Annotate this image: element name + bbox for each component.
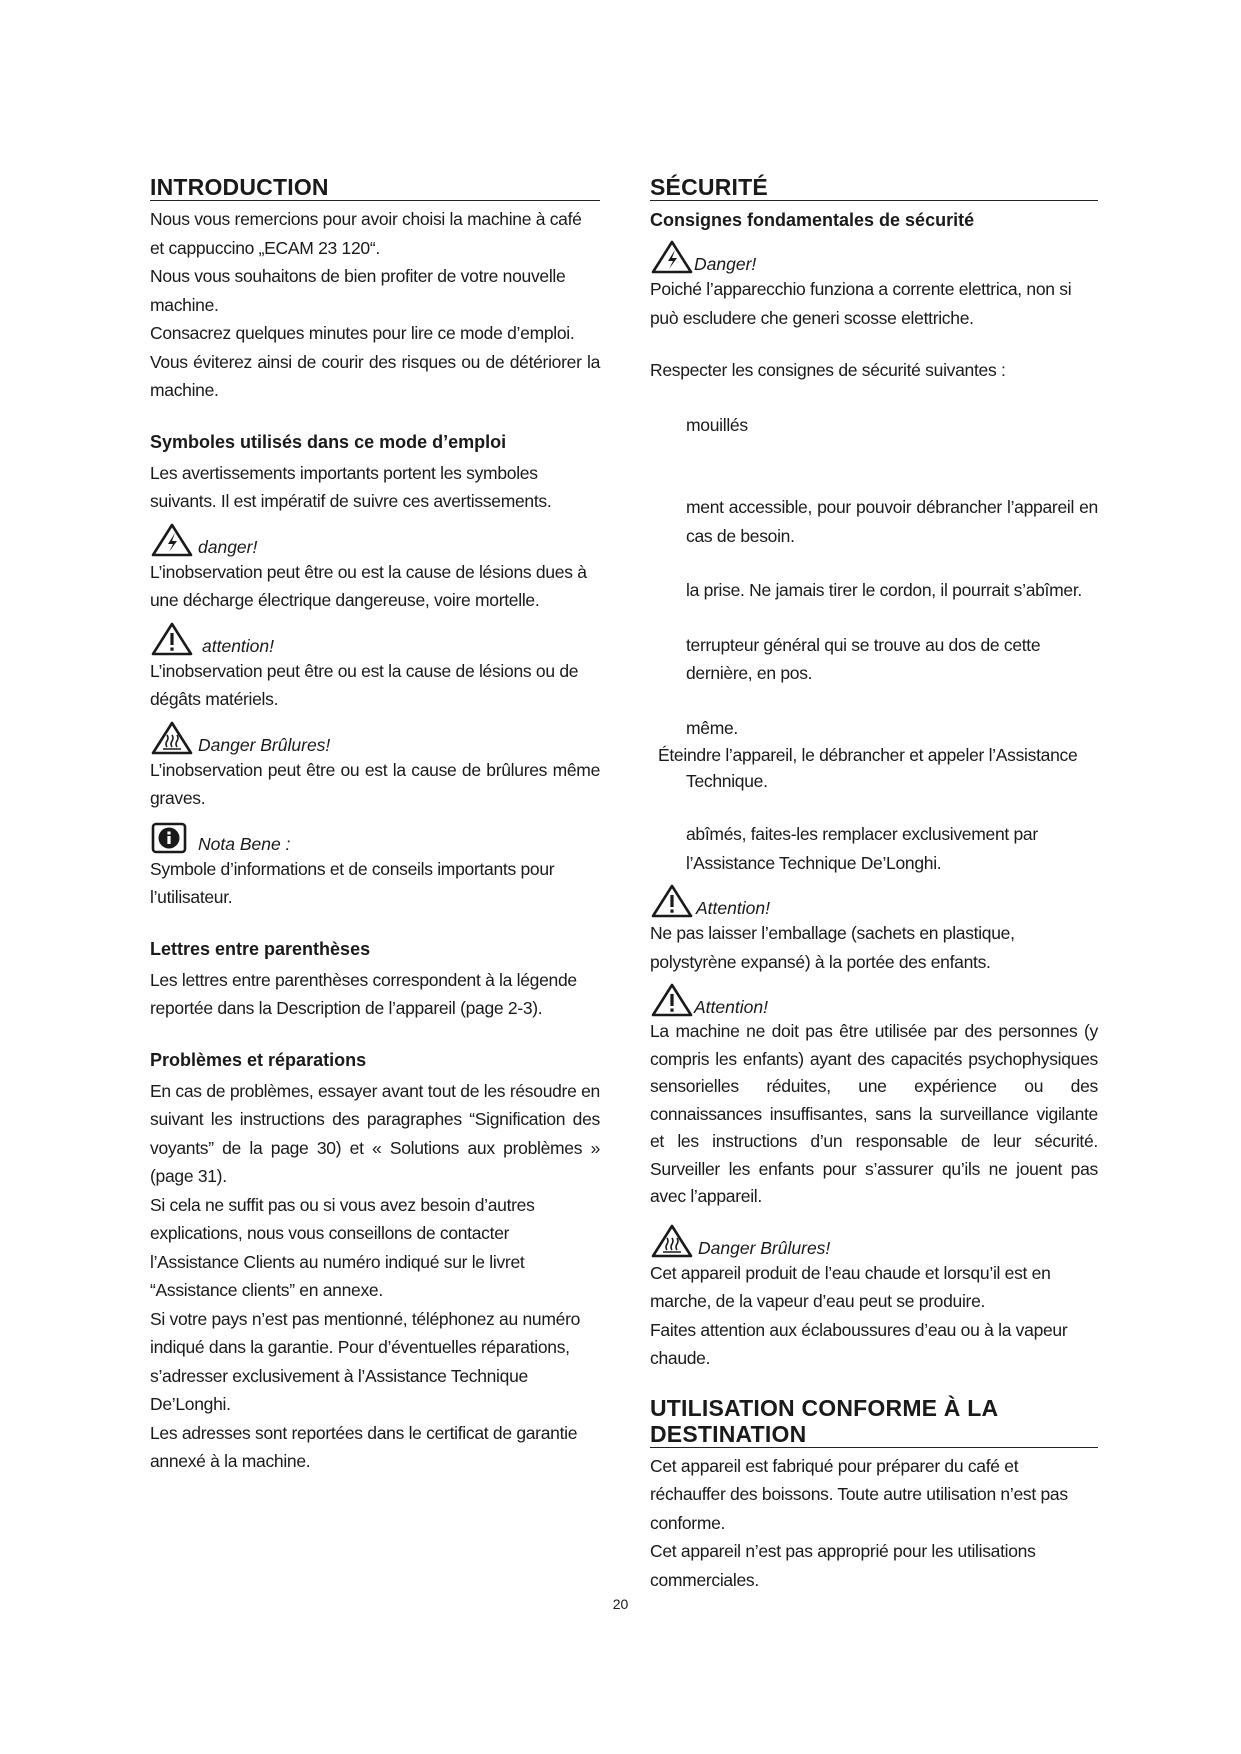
security-attention2-label: Attention! xyxy=(694,997,768,1017)
danger-symbol-row xyxy=(150,520,600,558)
hot-surface-icon xyxy=(150,720,194,756)
security-subheading: Consignes fondamentales de sécurité xyxy=(650,210,975,230)
burn-symbol-row xyxy=(150,718,600,756)
letters-heading: Lettres entre parenthèses xyxy=(150,938,371,959)
security-heading: SÉCURITÉ xyxy=(650,174,1098,201)
usage-text-1: Cet appareil est fabriqué pour préparer du café et réchauffer des boissons. Toute autre utilisation n’est pas conforme. xyxy=(650,1455,1068,1533)
danger-text: L’inobservation peut être ou est la cause de lésions dues à une décharge électrique dangereuse, voire mortelle. xyxy=(150,561,587,610)
security-attention2-text: La machine ne doit pas être utilisée par des personnes (y compris les enfants) ayant des capacités psychophysiques sensorielles réduites, une expérience ou des connaissances insuffisantes, sans la surveillance vigilante et les instructions d’un responsable de leur sécurité. Surveiller les enfants pour s’assurer qu’ils ne jouent pas avec l’appareil. xyxy=(650,1021,1098,1206)
electric-danger-icon xyxy=(650,239,694,275)
intro-line-1: Nous vous remercions pour avoir choisi la machine à café et cappuccino „ECAM 23 120“. xyxy=(150,209,582,258)
left-column xyxy=(150,174,600,1476)
safety-item-1: mouillés xyxy=(686,414,748,435)
safety-item-3: la prise. Ne jamais tirer le cordon, il pourrait s’abîmer. xyxy=(686,580,1082,600)
symbols-intro: Les avertissements importants portent les symboles suivants. Il est impératif de suivre ces avertissements. xyxy=(150,462,552,511)
problems-p2: Si cela ne suffit pas ou si vous avez besoin d’autres explications, nous vous conseillons de contacter l’Assistance Clients au numéro indiqué sur le livret “Assistance clients” en annexe. xyxy=(150,1194,535,1300)
right-column xyxy=(650,174,1098,1594)
letters-text: Les lettres entre parenthèses correspondent à la légende reportée dans la Description de l’appareil (page 2-3). xyxy=(150,969,577,1018)
security-attention1-label: Attention! xyxy=(696,898,770,918)
safety-item-7: abîmés, faites-les remplacer exclusivement par l’Assistance Technique De’Longhi. xyxy=(686,824,1038,873)
problems-p4: Les adresses sont reportées dans le certificat de garantie annexé à la machine. xyxy=(150,1422,578,1471)
burn-text: L’inobservation peut être ou est la cause de brûlures même graves. xyxy=(150,759,600,808)
usage-heading: UTILISATION CONFORME À LA DESTINATION xyxy=(650,1395,1098,1448)
security-burn-row xyxy=(650,1221,1098,1259)
security-burn-text-2: Faites attention aux éclaboussures d’eau ou à la vapeur chaude. xyxy=(650,1319,1068,1368)
nota-text: Symbole d’informations et de conseils importants pour l’utilisateur. xyxy=(150,858,555,907)
security-danger-row xyxy=(650,237,1098,275)
attention-text: L’inobservation peut être ou est la cause de lésions ou de dégâts matériels. xyxy=(150,660,579,709)
security-burn-label: Danger Brûlures! xyxy=(698,1237,831,1258)
nota-symbol-row xyxy=(150,817,600,855)
nota-label: Nota Bene : xyxy=(198,833,291,854)
problems-heading: Problèmes et réparations xyxy=(150,1049,367,1070)
warning-icon xyxy=(650,982,694,1018)
safety-item-6: Éteindre l’appareil, le débrancher et appeler l’Assistance Technique. xyxy=(658,745,1078,791)
symbols-heading: Symboles utilisés dans ce mode d’emploi xyxy=(150,431,507,452)
info-icon xyxy=(150,821,190,855)
intro-line-2: Nous vous souhaitons de bien profiter de votre nouvelle machine. xyxy=(150,266,566,315)
safety-item-4: terrupteur général qui se trouve au dos de cette dernière, en pos. xyxy=(686,634,1041,683)
security-attention1-row xyxy=(650,881,1098,919)
introduction-heading: INTRODUCTION xyxy=(150,174,600,201)
safety-item-5: même. xyxy=(686,717,738,738)
security-attention2-row xyxy=(650,980,1098,1018)
attention-label: attention! xyxy=(202,635,274,656)
problems-p1: En cas de problèmes, essayer avant tout de les résoudre en suivant les instructions des paragraphes “Signification des voyants” de la page 30) et « Solutions aux problèmes » (page 31). xyxy=(150,1080,600,1186)
usage-text-2: Cet appareil n’est pas approprié pour les utilisations commerciales. xyxy=(650,1541,1036,1590)
intro-line-4: Vous éviterez ainsi de courir des risques ou de détériorer la machine. xyxy=(150,351,600,400)
security-danger-label: Danger! xyxy=(694,254,757,274)
intro-line-3: Consacrez quelques minutes pour lire ce mode d’emploi. xyxy=(150,323,575,343)
hot-surface-icon xyxy=(650,1223,694,1259)
security-attention1-text: Ne pas laisser l’emballage (sachets en plastique, polystyrène expansé) à la portée des enfants. xyxy=(650,923,1015,972)
danger-label: danger! xyxy=(198,536,258,557)
electric-danger-icon xyxy=(150,522,194,558)
warning-icon xyxy=(650,883,694,919)
page-number: 20 xyxy=(612,1596,629,1612)
burn-label: Danger Brûlures! xyxy=(198,734,331,755)
security-burn-text-1: Cet appareil produit de l’eau chaude et lorsqu’il est en marche, de la vapeur d’eau peut se produire. xyxy=(650,1262,1051,1311)
respect-text: Respecter les consignes de sécurité suivantes : xyxy=(650,360,1006,380)
attention-symbol-row xyxy=(150,619,600,657)
warning-icon xyxy=(150,621,194,657)
safety-item-2: ment accessible, pour pouvoir débrancher l’appareil en cas de besoin. xyxy=(686,497,1098,546)
problems-p3: Si votre pays n’est pas mentionné, téléphonez au numéro indiqué dans la garantie. Pour d’éventuelles réparations, s’adresser exclusivement à l’Assistance Technique De’Longhi. xyxy=(150,1308,581,1414)
security-danger-text: Poiché l’apparecchio funziona a corrente elettrica, non si può escludere che generi scosse elettriche. xyxy=(650,279,1072,328)
